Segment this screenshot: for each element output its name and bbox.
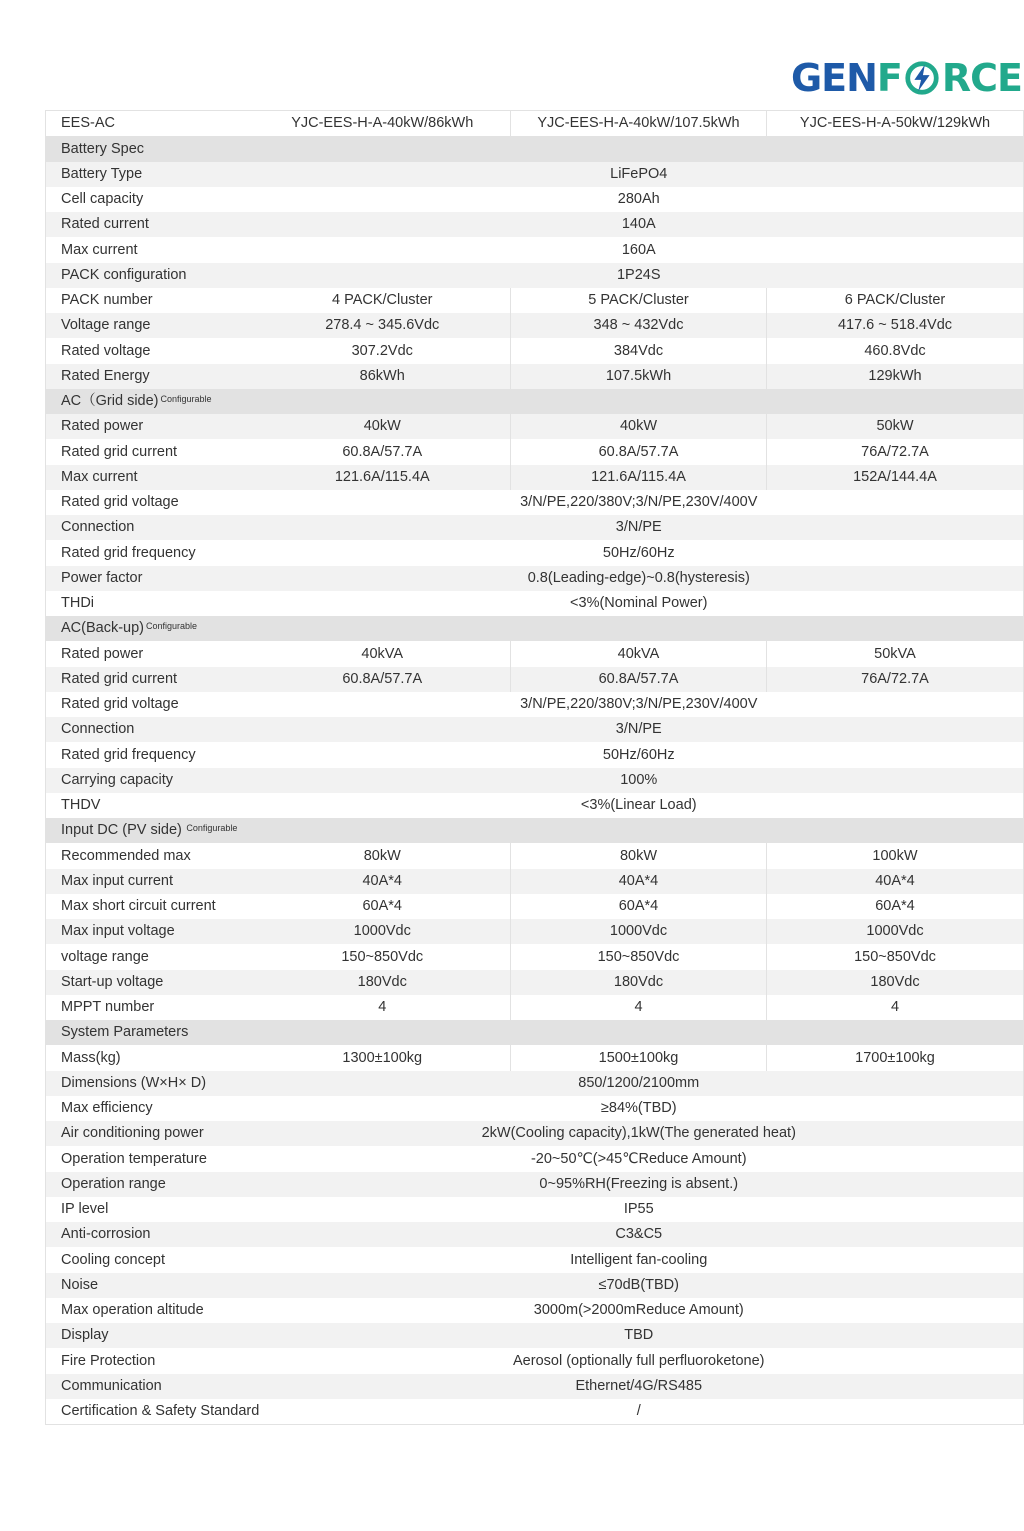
spec-value: 40A*4 (511, 869, 767, 894)
section-title: Battery Spec (61, 140, 145, 157)
spec-label: Voltage range (46, 313, 255, 338)
spec-value: 417.6 ~ 518.4Vdc (767, 313, 1024, 338)
model-1-header: YJC-EES-H-A-40kW/86kWh (291, 115, 474, 132)
spec-label: Display (46, 1323, 255, 1348)
spec-label: PACK configuration (46, 263, 255, 288)
spec-label: THDV (61, 797, 101, 814)
section-title: Input DC (PV side) (61, 822, 182, 839)
spec-label: Connection (46, 515, 255, 540)
spec-value: 40A*4 (767, 869, 1024, 894)
spec-label: Mass(kg) (61, 1049, 121, 1066)
logo-text-force (877, 56, 1022, 100)
spec-value: 129kWh (767, 364, 1024, 389)
spec-value: 3000m(>2000mReduce Amount) (533, 1302, 744, 1319)
section-title: AC（Grid side) (61, 393, 159, 410)
spec-row (46, 439, 1024, 464)
spec-value: 307.2Vdc (351, 342, 413, 359)
section-header-row (46, 389, 1024, 414)
spec-value: 152A/144.4A (767, 465, 1024, 490)
spec-row (46, 338, 1024, 363)
spec-label: Noise (46, 1273, 255, 1298)
spec-label: Rated grid current (46, 667, 255, 692)
spec-row (46, 717, 1024, 742)
spec-label: Rated Energy (46, 364, 255, 389)
spec-value: 50Hz/60Hz (602, 746, 675, 763)
spec-value: 3/N/PE,220/380V;3/N/PE,230V/400V (520, 494, 758, 511)
spec-value: 3/N/PE (255, 717, 1024, 742)
spec-value: 180Vdc (511, 970, 767, 995)
spec-row (46, 1222, 1024, 1247)
spec-row (46, 742, 1024, 767)
spec-value: <3%(Nominal Power) (570, 595, 708, 612)
spec-value: -20~50℃(>45℃Reduce Amount) (530, 1150, 747, 1167)
spec-value: 1300±100kg (342, 1049, 423, 1066)
spec-row (46, 187, 1024, 212)
section-title-cell (46, 1020, 1024, 1045)
spec-row (46, 894, 1024, 919)
spec-row (46, 768, 1024, 793)
spec-label: Start-up voltage (46, 970, 255, 995)
spec-value: 5 PACK/Cluster (511, 288, 767, 313)
spec-label: Fire Protection (61, 1352, 156, 1369)
spec-value: 1000Vdc (255, 919, 511, 944)
configurable-note: Configurable (146, 621, 198, 632)
spec-row (46, 919, 1024, 944)
spec-value: 4 PACK/Cluster (332, 292, 433, 309)
spec-row (46, 288, 1024, 313)
spec-row (46, 1197, 1024, 1222)
spec-label: Rated grid frequency (61, 746, 196, 763)
spec-value: 280Ah (617, 191, 660, 208)
spec-label: Recommended max (61, 847, 191, 864)
spec-value: / (636, 1403, 641, 1420)
spec-label: Max current (46, 465, 255, 490)
spec-row (46, 237, 1024, 262)
spec-value: 60.8A/57.7A (255, 667, 511, 692)
spec-value: 76A/72.7A (767, 439, 1024, 464)
section-title: AC(Back-up) (61, 620, 144, 637)
spec-value: 80kW (363, 847, 401, 864)
spec-value: 60A*4 (511, 894, 767, 919)
spec-value: 0.8(Leading-edge)~0.8(hysteresis) (255, 566, 1024, 591)
spec-value: 348 ~ 432Vdc (511, 313, 767, 338)
spec-row (46, 843, 1024, 868)
spec-label: voltage range (61, 948, 149, 965)
spec-value: 180Vdc (255, 970, 511, 995)
spec-row (46, 490, 1024, 515)
spec-row (46, 1247, 1024, 1272)
spec-table (45, 110, 1024, 1425)
spec-table-body (46, 111, 1024, 1425)
spec-label: Certification & Safety Standard (61, 1403, 260, 1420)
spec-label: Air conditioning power (46, 1121, 255, 1146)
spec-label: Max input current (46, 869, 255, 894)
spec-value: 460.8Vdc (767, 338, 1024, 363)
section-header-row (46, 136, 1024, 161)
spec-value: 60.8A/57.7A (511, 667, 767, 692)
spec-row (46, 465, 1024, 490)
spec-value: 40kW (511, 414, 767, 439)
configurable-note: Configurable (183, 823, 238, 834)
spec-row (46, 1273, 1024, 1298)
spec-value: 40kVA (361, 645, 404, 662)
spec-label: Connection (46, 717, 255, 742)
spec-value: 40kW (255, 414, 511, 439)
spec-value: 180Vdc (767, 970, 1024, 995)
spec-label: Max operation altitude (61, 1302, 204, 1319)
spec-row (46, 364, 1024, 389)
spec-row (46, 1374, 1024, 1399)
spec-value: 2kW(Cooling capacity),1kW(The generated heat) (255, 1121, 1024, 1146)
spec-label: Max current (61, 241, 138, 258)
spec-label: Rated voltage (61, 342, 151, 359)
spec-row (46, 869, 1024, 894)
spec-row (46, 692, 1024, 717)
section-title-cell (46, 389, 1024, 414)
spec-value: 50Hz/60Hz (602, 544, 675, 561)
spec-value: 6 PACK/Cluster (767, 288, 1024, 313)
model-3-header: YJC-EES-H-A-50kW/129kWh (767, 111, 1024, 137)
section-header-row (46, 1020, 1024, 1045)
spec-value: TBD (255, 1323, 1024, 1348)
spec-label: Anti-corrosion (46, 1222, 255, 1247)
spec-value: 1P24S (255, 263, 1024, 288)
spec-label: Operation range (46, 1172, 255, 1197)
spec-label: Rated grid current (61, 443, 178, 460)
spec-value: 150~850Vdc (511, 944, 767, 969)
spec-value: 3/N/PE (255, 515, 1024, 540)
spec-row (46, 793, 1024, 818)
spec-value: 850/1200/2100mm (255, 1071, 1024, 1096)
spec-value: Aerosol (optionally full perfluoroketone) (513, 1352, 765, 1369)
spec-value: 76A/72.7A (767, 667, 1024, 692)
spec-row (46, 995, 1024, 1020)
spec-label: Max input voltage (46, 919, 255, 944)
spec-label: Max efficiency (61, 1100, 153, 1117)
model-2-header: YJC-EES-H-A-40kW/107.5kWh (511, 111, 767, 137)
spec-label: Max short circuit current (61, 898, 216, 915)
spec-value: 4 (511, 995, 767, 1020)
spec-label: Battery Type (46, 162, 255, 187)
spec-value: 107.5kWh (511, 364, 767, 389)
spec-row (46, 540, 1024, 565)
spec-value: 4 (378, 999, 387, 1016)
spec-value: 1700±100kg (767, 1045, 1024, 1070)
spec-value: Intelligent fan-cooling (570, 1251, 708, 1268)
spec-row (46, 1121, 1024, 1146)
spec-row (46, 212, 1024, 237)
spec-value: 50kVA (767, 641, 1024, 666)
spec-label: Communication (46, 1374, 255, 1399)
spec-value: 278.4 ~ 345.6Vdc (255, 313, 511, 338)
spec-label: Rated grid voltage (61, 494, 179, 511)
spec-value: 100kW (767, 843, 1024, 868)
spec-row (46, 162, 1024, 187)
spec-row (46, 591, 1024, 616)
spec-value: 60.8A/57.7A (511, 439, 767, 464)
spec-label: Operation temperature (61, 1150, 207, 1167)
spec-label: Rated grid frequency (61, 544, 196, 561)
spec-value: 50kW (767, 414, 1024, 439)
spec-row (46, 1045, 1024, 1070)
spec-value: 384Vdc (511, 338, 767, 363)
spec-row (46, 263, 1024, 288)
logo-text-rce: RCE (941, 56, 1022, 100)
spec-row (46, 944, 1024, 969)
spec-row (46, 667, 1024, 692)
spec-value: 80kW (511, 843, 767, 868)
spec-row (46, 1071, 1024, 1096)
spec-value: 0~95%RH(Freezing is absent.) (255, 1172, 1024, 1197)
header-label: EES-AC (61, 115, 115, 132)
spec-label: PACK number (61, 292, 153, 309)
spec-row (46, 970, 1024, 995)
spec-label: IP level (61, 1201, 109, 1218)
spec-value: 1000Vdc (511, 919, 767, 944)
spec-value: 60A*4 (362, 898, 402, 915)
spec-label: MPPT number (61, 999, 155, 1016)
spec-label: Cell capacity (61, 191, 144, 208)
spec-label: Dimensions (W×H× D) (46, 1071, 255, 1096)
spec-value: IP55 (623, 1201, 654, 1218)
spec-label: Carrying capacity (46, 768, 255, 793)
spec-value: 150~850Vdc (341, 948, 424, 965)
spec-row (46, 313, 1024, 338)
section-title-cell (46, 818, 1024, 843)
section-title: System Parameters (61, 1024, 189, 1041)
section-title-cell (46, 616, 1024, 641)
spec-value: 60A*4 (767, 894, 1024, 919)
section-title-cell (46, 136, 1024, 161)
spec-value: 40kVA (511, 641, 767, 666)
logo-text-f: F (876, 56, 902, 100)
spec-value: 121.6A/115.4A (255, 465, 511, 490)
spec-label: Power factor (46, 566, 255, 591)
spec-row (46, 1096, 1024, 1121)
spec-row (46, 1172, 1024, 1197)
spec-value: C3&C5 (255, 1222, 1024, 1247)
spec-value: 150~850Vdc (767, 944, 1024, 969)
spec-value: 160A (621, 241, 656, 258)
lightning-bolt-icon (903, 59, 941, 97)
spec-value: LiFePO4 (255, 162, 1024, 187)
spec-value: 140A (255, 212, 1024, 237)
spec-row (46, 515, 1024, 540)
spec-value: 121.6A/115.4A (511, 465, 767, 490)
section-header-row (46, 616, 1024, 641)
spec-value: <3%(Linear Load) (580, 797, 697, 814)
spec-label: Rated current (46, 212, 255, 237)
spec-label: Rated power (46, 414, 255, 439)
spec-value: ≥84%(TBD) (600, 1100, 677, 1117)
section-header-row (46, 818, 1024, 843)
spec-value: 60.8A/57.7A (342, 443, 423, 460)
spec-label: Rated power (61, 645, 144, 662)
spec-value: 40A*4 (255, 869, 511, 894)
spec-value: 3/N/PE,220/380V;3/N/PE,230V/400V (520, 696, 758, 713)
spec-value: Ethernet/4G/RS485 (255, 1374, 1024, 1399)
spec-value: ≤70dB(TBD) (255, 1273, 1024, 1298)
spec-label: Cooling concept (61, 1251, 165, 1268)
spec-value: 4 (767, 995, 1024, 1020)
spec-row (46, 414, 1024, 439)
spec-row (46, 641, 1024, 666)
spec-label: Rated grid voltage (61, 696, 179, 713)
spec-row (46, 566, 1024, 591)
spec-value: 86kWh (255, 364, 511, 389)
logo-text-gen: GEN (790, 56, 877, 100)
spec-row (46, 1323, 1024, 1348)
spec-value: 100% (255, 768, 1024, 793)
table-header-row (46, 111, 1024, 137)
genforce-logo (791, 56, 1022, 100)
spec-row (46, 1146, 1024, 1171)
spec-row (46, 1298, 1024, 1323)
spec-value: 1500±100kg (511, 1045, 767, 1070)
spec-row (46, 1348, 1024, 1373)
spec-row (46, 1399, 1024, 1425)
configurable-note: Configurable (160, 394, 212, 405)
spec-label: THDi (61, 595, 95, 612)
spec-value: 1000Vdc (767, 919, 1024, 944)
